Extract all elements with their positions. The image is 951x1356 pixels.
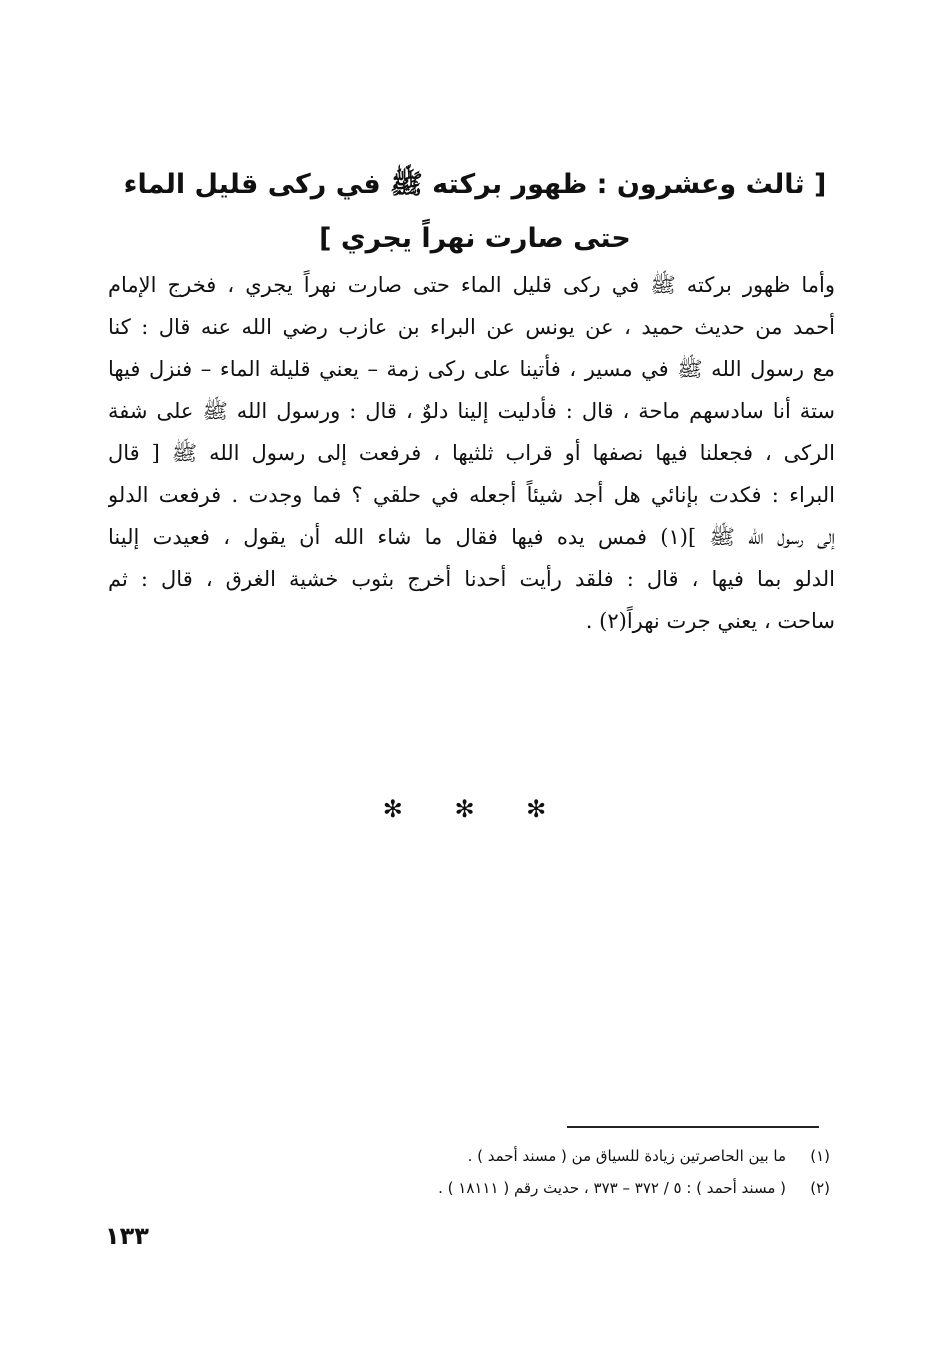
page-number: ١٣٣	[105, 1222, 149, 1250]
heading-line-1: [ ثالث وعشرون : ظهور بركته ﷺ في ركى قليل الماء	[123, 169, 827, 200]
section-separator: ✻ ✻ ✻	[382, 795, 569, 823]
body-line: مع رسول الله ﷺ في مسير ، فأتينا على ركى زمة – يعني قليلة الماء – فنزل فيها	[108, 357, 835, 381]
footnote-text: ما بين الحاصرتين زيادة للسياق من ( مسند أحمد ) .	[467, 1147, 786, 1165]
footnote-number: (٢)	[810, 1179, 830, 1197]
footnote-rule	[567, 1126, 819, 1128]
body-line: الركى ، فجعلنا فيها نصفها أو قراب ثلثيها ، فرفعت إلى رسول الله ﷺ [ قال	[108, 441, 835, 465]
chapter-heading	[110, 158, 840, 266]
heading-line-2: حتى صارت نهراً يجري ]	[319, 223, 631, 254]
footnote-number: (١)	[810, 1147, 830, 1165]
body-line: الدلو بما فيها ، قال : فلقد رأيت أحدنا أخرج بثوب خشية الغرق ، قال : ثم	[108, 567, 835, 591]
body-line: إلى رسول الله ﷺ ](١) فمس يده فيها فقال ما شاء الله أن يقول ، فعيدت إلينا	[108, 525, 835, 549]
footnotes	[250, 1140, 830, 1204]
body-paragraph	[108, 264, 835, 642]
body-line: وأما ظهور بركته ﷺ في ركى قليل الماء حتى صارت نهراً يجري ، فخرج الإمام	[108, 273, 835, 297]
body-line: ستة أنا سادسهم ماحة ، قال : فأدليت إلينا دلوٌ ، قال : ورسول الله ﷺ على شفة	[108, 399, 835, 423]
footnote-text: ( مسند أحمد ) : ٥ / ٣٧٢ – ٣٧٣ ، حديث رقم ( ١٨١١١ ) .	[438, 1179, 786, 1197]
body-line: البراء : فكدت بإنائي هل أجد شيئاً أجعله في حلقي ؟ فما وجدت . فرفعت الدلو	[108, 483, 835, 507]
footnote-1	[250, 1140, 830, 1172]
body-line: أحمد من حديث حميد ، عن يونس عن البراء بن عازب رضي الله عنه قال : كنا	[108, 315, 835, 339]
footnote-2	[250, 1172, 830, 1204]
body-line: ساحت ، يعني جرت نهراً(٢) .	[585, 609, 835, 633]
